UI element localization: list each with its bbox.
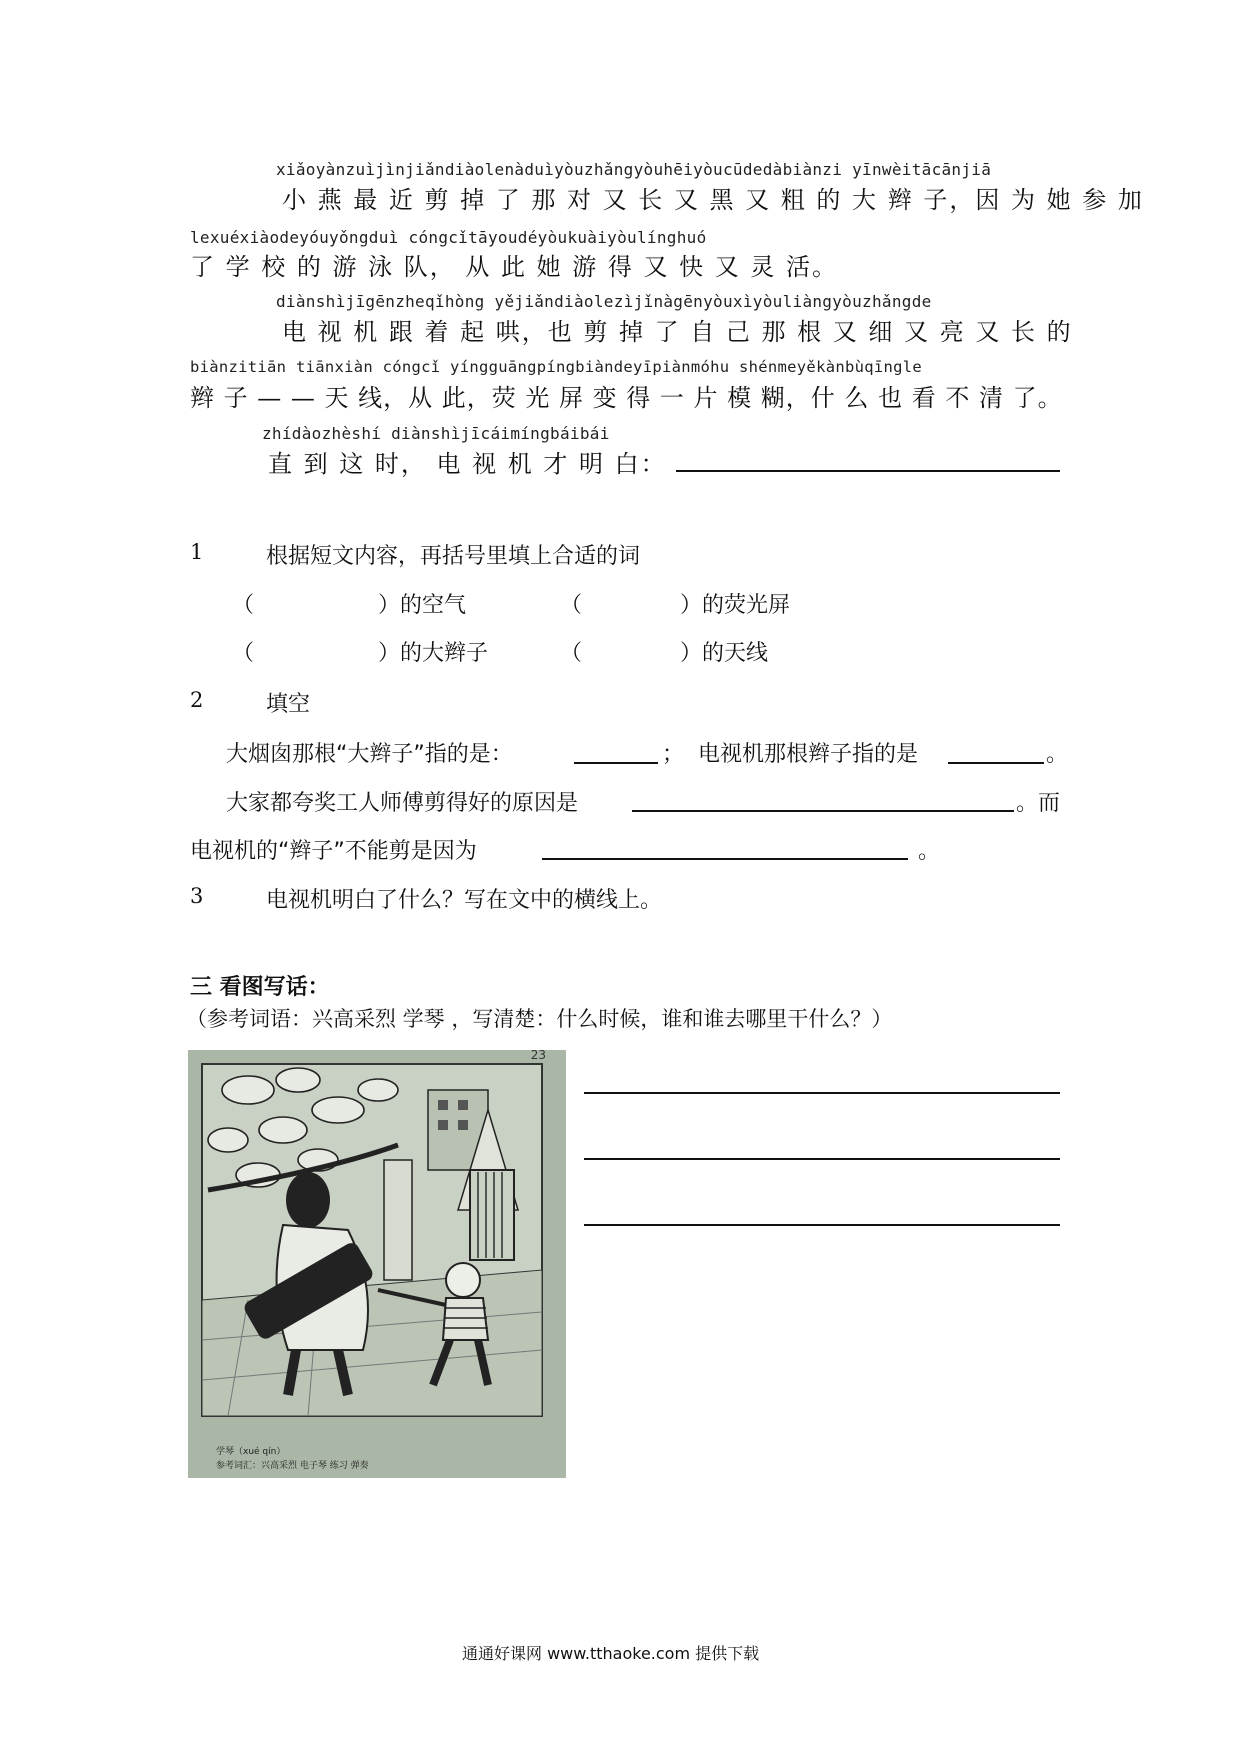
- q1-blank-3[interactable]: [262, 636, 374, 664]
- text-line-1: 小 燕 最 近 剪 掉 了 那 对 又 长 又 黑 又 粗 的 大 辫 子，因 为 她 参 加: [282, 186, 1144, 214]
- q2-line1-a: 大烟囱那根“大辫子”指的是：: [226, 742, 513, 767]
- q1-blank-2[interactable]: [590, 588, 678, 616]
- text-line-2: 了 学 校 的 游 泳 队， 从 此 她 游 得 又 快 又 灵 活。: [190, 253, 839, 281]
- writing-line-1[interactable]: [584, 1092, 1060, 1094]
- answer-blank-tv-understood[interactable]: [676, 470, 1060, 472]
- q1-item-1: ）的空气: [378, 593, 467, 618]
- q2-blank-big-braid[interactable]: [574, 762, 658, 764]
- illustration-caption-2: 参考词汇：兴高采烈 电子琴 练习 弹奏: [216, 1461, 369, 1471]
- q2-line1-b: 电视机那根辫子指的是: [698, 742, 919, 767]
- q1-item-3: ）的大辫子: [378, 641, 489, 666]
- q1-open-paren-3: （: [232, 641, 255, 666]
- q1-item-4: ）的天线: [680, 641, 769, 666]
- q2-line2-a: 大家都夸奖工人师傅剪得好的原因是: [226, 791, 579, 816]
- pinyin-line-3: diànshìjīgēnzheqǐhòng yějiǎndiàolezìjǐnàgēnyòuxìyòuliàngyòuzhǎngde: [276, 292, 932, 311]
- q2-line1-end: 。: [1046, 742, 1069, 767]
- q2-line1-sep: ；: [662, 742, 685, 767]
- writing-line-3[interactable]: [584, 1224, 1060, 1226]
- q1-open-paren-1: （: [232, 593, 255, 618]
- section3-heading: 三 看图写话：: [190, 975, 330, 1000]
- q2-line3-a: 电视机的“辫子”不能剪是因为: [190, 839, 477, 864]
- q1-blank-4[interactable]: [590, 636, 678, 664]
- pinyin-line-4: biànzitiān tiānxiàn cóngcǐ yíngguāngpíngbiàndeyīpiànmóhu shénmeyěkànbùqīngle: [190, 358, 923, 376]
- illustration-drawing: [188, 1050, 566, 1478]
- pinyin-line-1: xiǎoyànzuìjìnjiǎndiàolenàduìyòuzhǎngyòuhēiyòucūdedàbiànzi yīnwèitācānjiā: [276, 160, 992, 179]
- q1-item-2: ）的荧光屏: [680, 593, 791, 618]
- q1-prompt: 根据短文内容，再括号里填上合适的词: [266, 544, 641, 569]
- pinyin-line-2: lexuéxiàodeyóuyǒngduì cóngcǐtāyoudéyòukuàiyòulínghuó: [190, 228, 707, 247]
- text-line-3: 电 视 机 跟 着 起 哄，也 剪 掉 了 自 己 那 根 又 细 又 亮 又 长 的: [282, 318, 1073, 346]
- q2-number: 2: [190, 688, 204, 712]
- q3-number: 3: [190, 884, 204, 908]
- q1-number: 1: [190, 540, 204, 564]
- q1-blank-1[interactable]: [262, 588, 374, 616]
- illustration-page-number: 23: [530, 1050, 546, 1062]
- q1-open-paren-4: （: [560, 641, 583, 666]
- text-line-4: 辫 子 — — 天 线，从 此，荧 光 屏 变 得 一 片 模 糊，什 么 也 看 不 清 了。: [190, 384, 1063, 412]
- q2-line2-end: 。而: [1016, 791, 1061, 816]
- pinyin-line-5: zhídàozhèshí diànshìjīcáimíngbáibái: [262, 424, 610, 443]
- section3-hint: （参考词语：兴高采烈 学琴 ，写清楚：什么时候，谁和谁去哪里干什么？）: [186, 1007, 893, 1031]
- q1-open-paren-2: （: [560, 593, 583, 618]
- q2-line3-end: 。: [918, 839, 941, 864]
- illustration-learning-piano: [188, 1050, 566, 1478]
- q2-blank-tv-braid[interactable]: [948, 762, 1044, 764]
- q2-blank-cannot-cut[interactable]: [542, 858, 908, 860]
- q2-blank-reason[interactable]: [632, 810, 1014, 812]
- text-line-5: 直 到 这 时， 电 视 机 才 明 白：: [268, 450, 667, 478]
- footer-source: 通通好课网 www.tthaoke.com 提供下载: [462, 1644, 760, 1663]
- q2-prompt: 填空: [266, 692, 311, 717]
- writing-line-2[interactable]: [584, 1158, 1060, 1160]
- q3-prompt: 电视机明白了什么？写在文中的横线上。: [266, 888, 663, 913]
- illustration-caption-1: 学琴（xué qín）: [216, 1447, 286, 1457]
